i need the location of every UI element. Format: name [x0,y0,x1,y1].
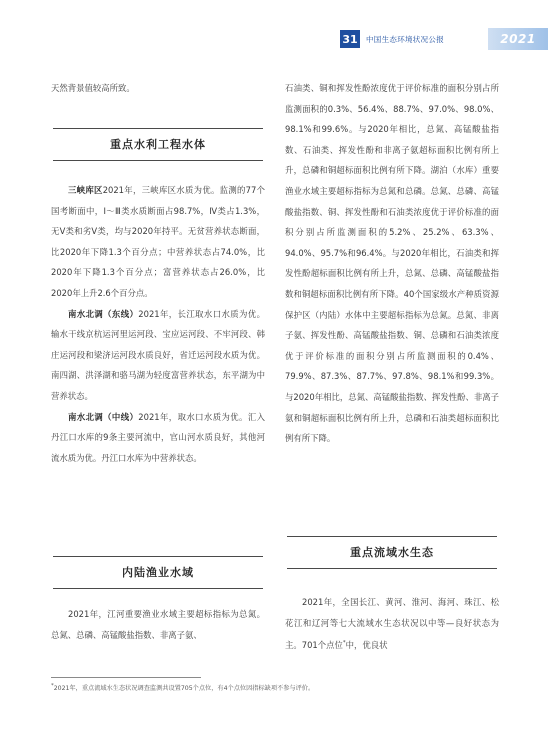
right-column [285,78,499,449]
section-title: 重点水利工程水体 [110,138,206,151]
paragraph-lead: 南水北调（东线） [68,308,139,319]
page-header [332,28,548,50]
year-banner [488,28,548,50]
paragraph-fishery-continued: 石油类、铜和挥发性酚浓度优于评价标准的面积分别占所监测面积的0.3%、56.4%、88.7%、97.0%、98.0%、98.1%和99.6%。与2020年相比，总氮、高锰酸盐指数、石油类、挥发性酚和非离子氨超标面积比例有所上升，总磷和铜超标面积比例有所下降。湖泊（水库）重要渔业水域主要超标指标为总氮和总磷。总氮、总磷、高锰酸盐指数、铜、挥发性酚和石油类浓度优于评价标准的面积分别占所监测面积的5.2%、25.2%、63.3%、94.0%、95.7%和96.4%。与2020年相比，石油类和挥发性酚超标面积比例有所上升，总氮、总磷、高锰酸盐指数和铜超标面积比例有所下降。40个国家级水产种质资源保护区（内陆）水体中主要超标指标为总氮。总氮、非离子氨、挥发性酚、高锰酸盐指数、铜、总磷和石油类浓度优于评价标准的面积分别占所监测面积的0.4%、79.9%、87.3%、87.7%、97.8%、98.1%和99.3%。与2020年相比，总氮、高锰酸盐指数、挥发性酚、非离子氨和铜超标面积比例有所上升，总磷和石油类超标面积比例有所下降。 [285,83,499,444]
paragraph-lead: 南水北调（中线） [68,411,139,422]
section-title: 内陆渔业水域 [122,566,194,579]
right-bottom [285,592,499,656]
paragraph-middle-route [51,407,265,469]
paragraph-text-tail: 中，优良状 [345,639,388,650]
left-body [51,180,265,468]
heading-rule-bottom [53,160,263,161]
paragraph-ecology [285,592,499,656]
footnote-marker: * [342,640,346,647]
heading-rule-bottom [287,568,497,569]
paragraph-three-gorges [51,180,265,304]
paragraph-text: 2021年，全国长江、黄河、淮河、海河、珠江、松花江和辽河等七大流域水生态状况以中等—良好状态为主。701个点位 [285,597,499,650]
intro-text: 天然背景值较高所致。 [51,83,135,93]
section-heading-water-projects [53,128,263,161]
section-title: 重点流域水生态 [350,546,434,559]
paragraph-fishery: 2021年，江河重要渔业水域主要超标指标为总氮。总氮、总磷、高锰酸盐指数、非离子氨、 [51,609,265,640]
paragraph-text: 2021年，三峡库区水质为优。监测的77个国考断面中，Ⅰ～Ⅲ类水质断面占98.7%，Ⅳ类占1.3%，无Ⅴ类和劣Ⅴ类，均与2020年持平。无贫营养状态断面，比2020年下降1.3个百分点；中营养状态占74.0%，比2020年下降1.3个百分点；富营养状态占26.0%，比2020年上升2.6个百分点。 [51,185,265,298]
paragraph-text: 2021年，取水口水质为优。汇入丹江口水库的9条主要河流中，官山河水质良好，其他河流水质为优。丹江口水库为中营养状态。 [51,411,265,463]
left-bottom [51,604,265,645]
page-number: 31 [340,30,360,48]
publication-title: 中国生态环境状况公报 [366,34,444,44]
section-heading-ecology [287,536,497,569]
footnote-mark: * [51,683,54,689]
paragraph-text: 2021年，长江取水口水质为优。输水干线京杭运河里运河段、宝应运河段、不牢河段、韩庄运河段和梁济运河段水质良好，省迁运河段水质为优。南四湖、洪泽湖和骆马湖为轻度富营养状态，东平湖为中营养状态。 [51,308,265,401]
heading-rule-bottom [53,588,263,589]
footnote-divider [51,677,201,678]
section-heading-fishery [53,556,263,589]
paragraph-lead: 三峡库区 [68,185,103,195]
paragraph-east-route [51,304,265,407]
left-column [51,78,265,99]
footnote-text: 2021年，重点流域水生态状况调查监测共设置705个点位，有4个点位因指标缺项不参与评价。 [53,685,315,693]
publication-year: 2021 [500,32,536,46]
footnote [51,683,314,692]
